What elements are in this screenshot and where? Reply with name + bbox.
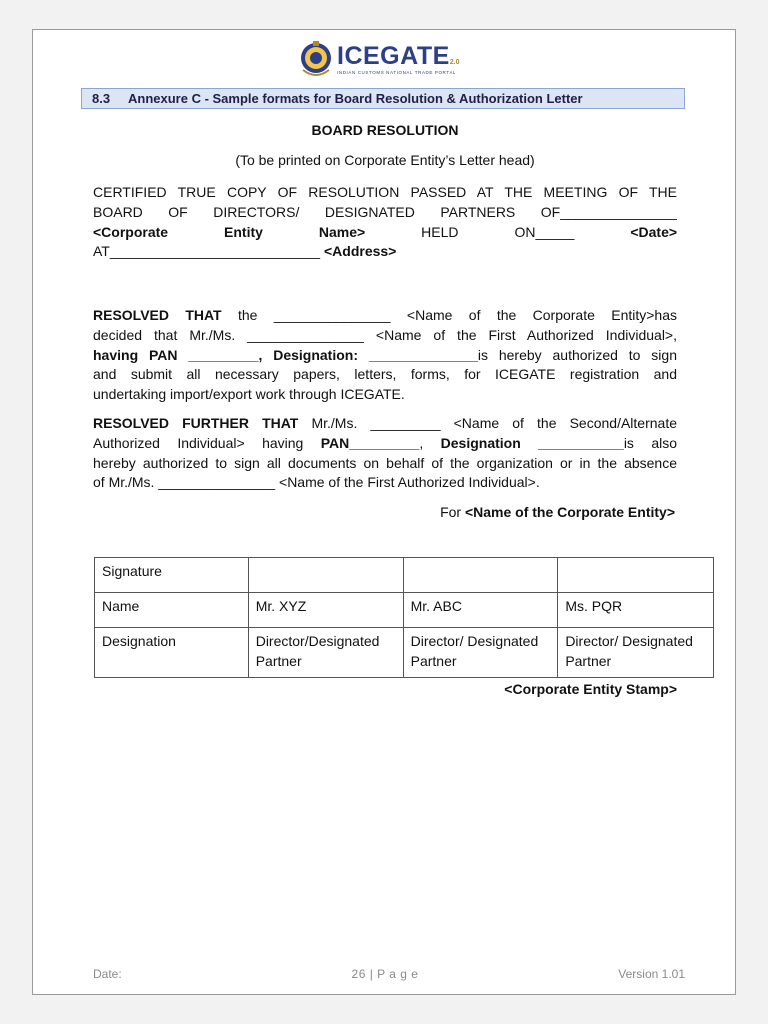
certified-line-3: <Corporate Entity Name> HELD ON_____ <Date> [93,223,677,240]
further-line-1: RESOLVED FURTHER THAT Mr./Ms. _________ <Name of the Second/Alternate [93,415,677,431]
signature-table [94,557,714,678]
name-cell: Mr. ABC [403,593,558,628]
row-label: Signature [95,558,249,593]
further-line-4: of Mr./Ms. _______________ <Name of the First Authorized Individual>. [93,474,540,491]
footer-version: Version 1.01 [618,967,685,981]
document-page [32,29,736,995]
document-subheading: (To be printed on Corporate Entity’s Letter head) [235,152,535,168]
resolved-line-3: having PAN _________, Designation: ______________is hereby authorized to sign [93,346,677,363]
corporate-stamp-label: <Corporate Entity Stamp> [504,681,677,697]
further-line-2: Authorized Individual> having PAN_________, Designation ___________is also [93,434,677,451]
designation-cell: Director/Designated Partner [248,628,403,678]
certified-line-4: AT___________________________ <Address> [93,243,397,260]
signature-cell [403,558,558,593]
designation-cell: Director/ Designated Partner [558,628,714,678]
logo-tagline: INDIAN CUSTOMS NATIONAL TRADE PORTAL [337,70,457,75]
table-row [95,628,714,678]
table-row [95,558,714,593]
signature-cell [558,558,714,593]
resolved-line-2: decided that Mr./Ms. _______________ <Name of the First Authorized Individual>, [93,326,677,343]
resolved-line-5: undertaking import/export work through ICEGATE. [93,386,405,403]
certified-paragraph [93,183,677,262]
document-heading: BOARD RESOLUTION [311,122,459,138]
further-line-3: hereby authorized to sign all documents on behalf of the organization or in the absence [93,454,677,471]
logo-brand: ICEGATE2.0 [337,42,460,70]
customs-emblem-icon [299,40,333,78]
icegate-logo [299,40,489,80]
section-number: 8.3 [92,91,111,106]
section-header [81,88,685,109]
name-cell: Ms. PQR [558,593,714,628]
footer-date: Date: [93,967,122,981]
resolved-line-4: and submit all necessary papers, letters, forms, for ICEGATE registration and [93,366,677,383]
logo-version: 2.0 [449,59,460,66]
certified-line-1: CERTIFIED TRUE COPY OF RESOLUTION PASSED AT THE MEETING OF THE [93,184,677,200]
certified-line-2: BOARD OF DIRECTORS/ DESIGNATED PARTNERS OF_______________ [93,203,677,220]
table-row [95,593,714,628]
designation-cell: Director/ Designated Partner [403,628,558,678]
section-title: Annexure C - Sample formats for Board Resolution & Authorization Letter [128,91,583,106]
resolved-paragraph [93,306,677,405]
row-label: Designation [95,628,249,678]
resolved-line-1: RESOLVED THAT the _______________ <Name of the Corporate Entity>has [93,307,677,323]
resolved-further-paragraph [93,414,677,493]
row-label: Name [95,593,249,628]
for-entity-line: For <Name of the Corporate Entity> [440,504,675,520]
name-cell: Mr. XYZ [248,593,403,628]
signature-cell [248,558,403,593]
footer-page-number: 26 | P a g e [351,967,419,981]
